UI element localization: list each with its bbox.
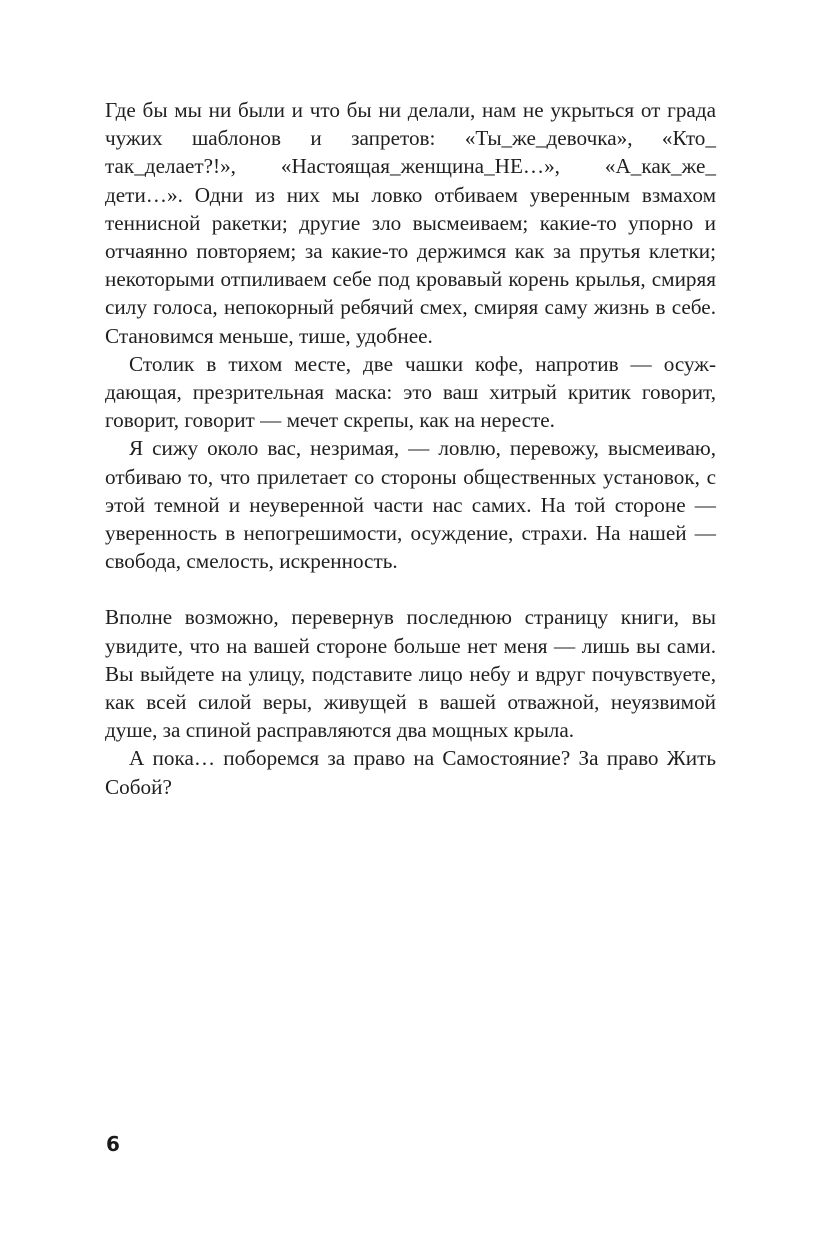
paragraph: Где бы мы ни были и что бы ни делали, нам не укрыться от града чужих шаблонов и запретов: «Ты_же_девочка», «Кто_ так_делает?!», «Настоящая_женщина_НЕ…», «А_как_же_ дети…». Одни из них мы ловко отбиваем уверенным взмахом теннисной ракетки; другие зло высмеиваем; какие-то упорно и отчаянно повторяем; за какие-то держимся как за прутья клетки; некоторыми отпиливаем себе под кровавый корень крылья, смиряя силу голоса, непокорный ребячий смех, смиряя саму жизнь в себе. Становимся меньше, тише, удобнее. <box>105 98 716 348</box>
page-body <box>105 96 716 801</box>
text-section-2 <box>105 603 716 800</box>
paragraph: Вполне возможно, перевернув последнюю страницу книги, вы увидите, что на вашей стороне больше нет меня — лишь вы сами. Вы выйдете на улицу, подставите лицо небу и вдруг почувствуете, как всей силой веры, живущей в вашей отважной, неуязвимой душе, за спиной расправляются два мощных крыла. <box>105 605 716 743</box>
text-section-1 <box>105 96 716 575</box>
paragraph: А пока… поборемся за право на Самостояние? За право Жить Собой? <box>105 746 716 799</box>
paragraph: Столик в тихом месте, две чашки кофе, напротив — осуждающая, презрительная маска: это ваш хитрый критик говорит, говорит, говорит — мечет скрепы, как на нересте. <box>105 351 716 433</box>
paragraph: Я сижу около вас, незримая, — ловлю, перевожу, высмеиваю, отбиваю то, что прилетает со стороны общественных установок, с этой темной и неуверенной части нас самих. На той стороне — уверенность в непогрешимости, осуждение, страхи. На нашей — свобода, смелость, искренность. <box>105 436 716 574</box>
page-number: 6 <box>106 1132 120 1156</box>
